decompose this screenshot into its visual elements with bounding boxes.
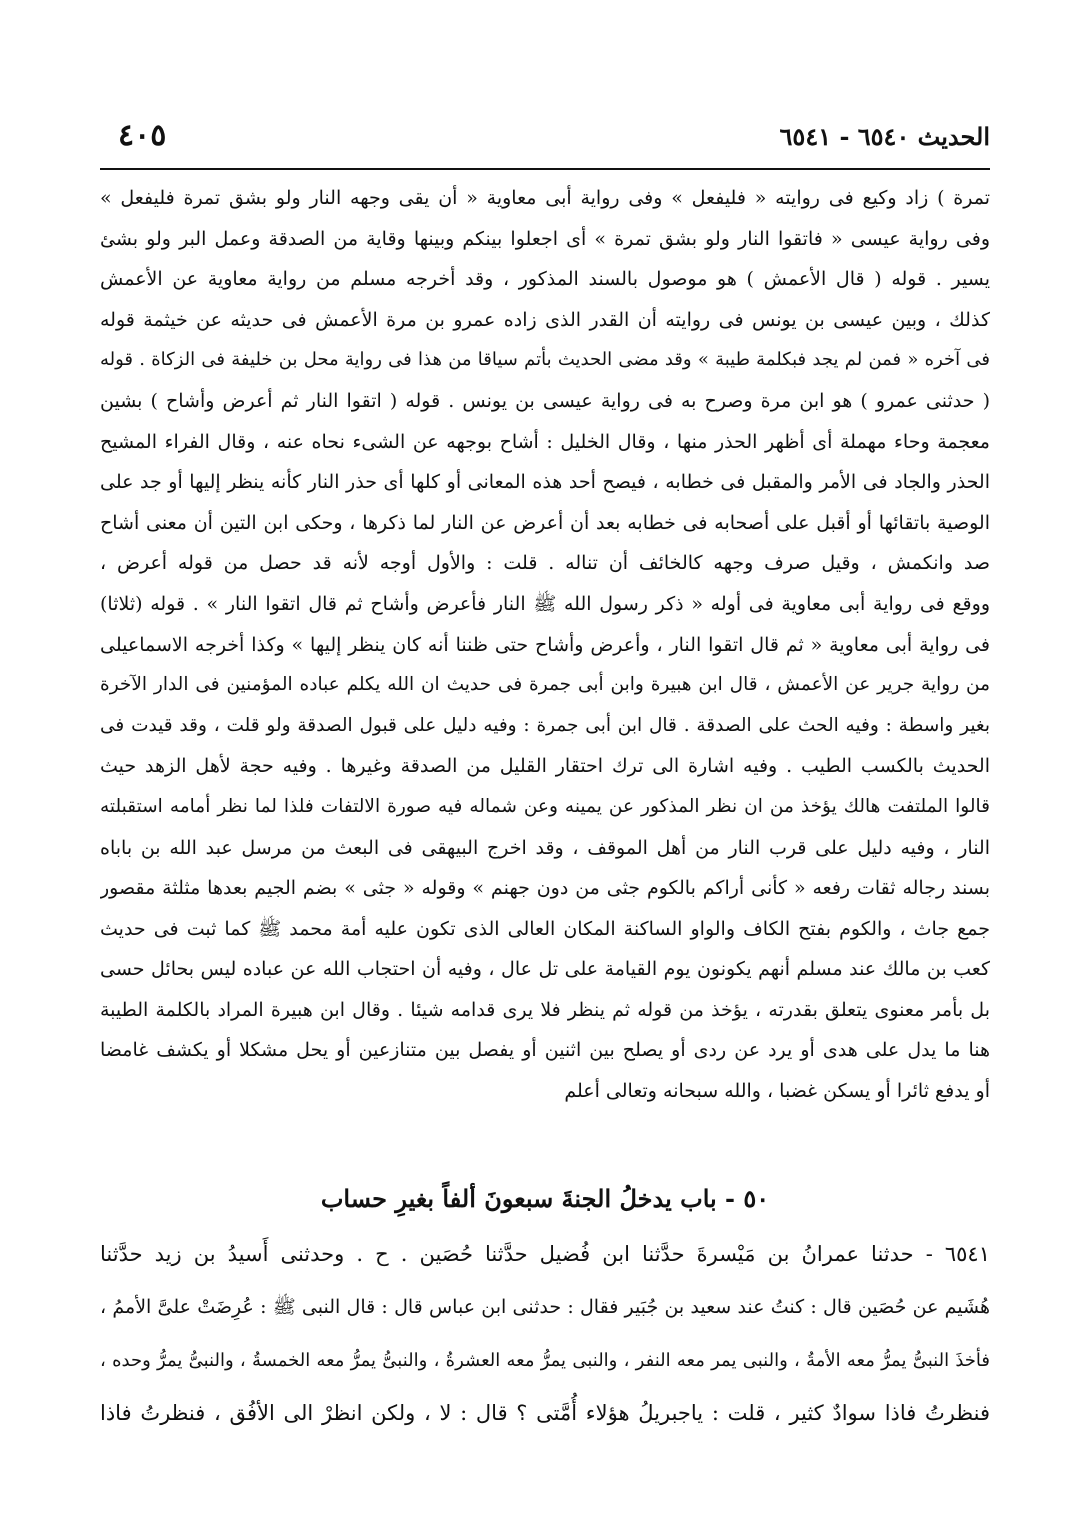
chapter-heading: ٥٠ - باب يدخلُ الجنةَ سبعونَ ألفاً بغيرِ حساب — [320, 1184, 770, 1213]
commentary-line: الحديث بالكسب الطيب . وفيه اشارة الى ترك احتقار القليل من الصدقة وغيرها . وفيه حجة لأهل الزهد حيث — [100, 755, 990, 778]
commentary-line: أو يدفع ثائرا أو يسكن غضبا ، والله سبحانه وتعالى أعلم — [564, 1080, 990, 1103]
commentary-line: صد وانكمش ، وقيل صرف وجهه كالخائف أن تناله . قلت : والأول أوجه لأنه قد حصل من قوله أعرض ، — [100, 552, 990, 575]
page-number: ٤٠٥ — [118, 118, 167, 153]
hadith-text — [100, 1228, 990, 1440]
hadith-line: هُشَيم عن حُصَين قال : كنتُ عند سعيد بن جُبَير فقال : حدثنى ابن عباس قال : قال النبى ﷺ : عُرِضَتْ علىَّ الأممُ ، — [100, 1296, 990, 1318]
commentary-text — [100, 178, 990, 1112]
commentary-line: ( حدثنى عمرو ) هو ابن مرة وصرح به فى رواية عيسى بن يونس . قوله ( اتقوا النار ثم أعرض وأشاح ) بشين — [100, 389, 990, 412]
hadith-range-title: الحديث ٦٥٤٠ - ٦٥٤١ — [779, 122, 990, 151]
commentary-line: النار ، وفيه دليل على قرب النار من أهل الموقف ، وقد اخرج البيهقى فى البعث من مرسل عبد الله بن باباه — [100, 836, 990, 859]
commentary-line: يسير . قوله ( قال الأعمش ) هو موصول بالسند المذكور ، وقد أخرجه مسلم من رواية معاوية عن الأعمش — [100, 268, 990, 291]
commentary-line: هنا ما يدل على هدى أو يرد عن ردى أو يصلح بين اثنين أو يفصل بين متنازعين أو يحل مشكلا أو يكشف غامضا — [100, 1039, 990, 1062]
commentary-line: معجمة وحاء مهملة أى أظهر الحذر منها ، وقال الخليل : أشاح بوجهه عن الشىء نحاه عنه ، وقال الفراء المشيح — [100, 430, 990, 453]
commentary-line: فى آخره « فمن لم يجد فبكلمة طيبة » وقد مضى الحديث بأتم سياقا من هذا فى رواية محل بن خليفة فى الزكاة . قوله — [100, 349, 990, 371]
commentary-line: الوصية باتقائها أو أقبل على أصحابه فى خطابه بعد أن أعرض عن النار لما ذكرها ، وحكى ابن التين أن معنى أشاح — [100, 511, 990, 534]
hadith-line: ٦٥٤١ - حدثنا عمرانُ بن مَيْسرةَ حدَّثنا ابن فُضيل حدَّثنا حُصَين . ح . وحدثنى أَسيدُ بن زيد حدَّثنا — [100, 1242, 990, 1266]
commentary-line: فى رواية أبى معاوية « ثم قال اتقوا النار ، وأعرض وأشاح حتى ظننا أنه كان ينظر إليها » وكذا أخرجه الاسماعيلى — [100, 633, 990, 656]
hadith-line: فأخذَ النبىُّ يمرُّ معه الأمةُ ، والنبى يمر معه النفر ، والنبى يمرُّ معه العشرةُ ، والنبىُّ يمرُّ معه الخمسةُ ، والنبىُّ يمرُّ وحده ، — [100, 1350, 990, 1371]
commentary-line: وفى رواية عيسى « فاتقوا النار ولو بشق تمرة » أى اجعلوا بينكم وبينها وقاية من الصدقة وعمل البر ولو بشئ — [100, 227, 990, 250]
commentary-line: تمرة ) زاد وكيع فى روايته « فليفعل » وفى رواية أبى معاوية « أن يقى وجهه النار ولو بشق تمرة فليفعل » — [100, 187, 990, 209]
commentary-line: الحذر والجاد فى الأمر والمقبل فى خطابه ، فيصح أحد هذه المعانى أو كلها أى حذر النار كأنه ينظر إليها أو جد على — [100, 471, 990, 494]
commentary-line: بل بأمر معنوى يتعلق بقدرته ، يؤخذ من قوله ثم ينظر فلا يرى قدامه شيئا . وقال ابن هبيرة المراد بالكلمة الطيبة — [100, 998, 990, 1021]
commentary-line: قالوا الملتفت هالك يؤخذ من ان نظر المذكور عن يمينه وعن شماله فيه صورة الالتفات فلذا لما نظر أمامه استقبلته — [100, 795, 990, 817]
commentary-line: جمع جاث ، والكوم بفتح الكاف والواو الساكنة المكان العالى الذى تكون عليه أمة محمد ﷺ كما ثبت فى حديث — [100, 917, 990, 940]
page-header — [100, 118, 990, 170]
commentary-line: كعب بن مالك عند مسلم أنهم يكونون يوم القيامة على تل عال ، وفيه أن احتجاب الله عن عباده ليس بحائل حسى — [100, 958, 990, 981]
hadith-line: فنظرتُ فاذا سوادٌ كثير ، قلت : ياجبريلُ هؤلاء أُمَّتى ؟ قال : لا ، ولكن انظرْ الى الأفُق ، فنظرتُ فاذا — [100, 1401, 990, 1425]
commentary-line: بسند رجاله ثقات رفعه « كأنى أراكم بالكوم جثى من دون جهنم » وقوله « جثى » بضم الجيم بعدها مثلثة مقصور — [100, 877, 990, 900]
commentary-line: من رواية جرير عن الأعمش ، قال ابن هبيرة وابن أبى جمرة فى حديث ان الله يكلم عباده المؤمنين فى الدار الآخرة — [100, 674, 990, 696]
commentary-line: ووقع فى رواية أبى معاوية فى أوله « ذكر رسول الله ﷺ النار فأعرض وأشاح ثم قال اتقوا النار » . قوله (ثلاثا) — [100, 592, 990, 615]
commentary-line: بغير واسطة : وفيه الحث على الصدقة . قال ابن أبى جمرة : وفيه دليل على قبول الصدقة ولو قلت ، وقد قيدت فى — [100, 714, 990, 736]
commentary-line: كذلك ، وبين عيسى بن يونس فى روايته أن القدر الذى زاده عمرو بن مرة الأعمش فى حديثه عن خيثمة قوله — [100, 308, 990, 331]
